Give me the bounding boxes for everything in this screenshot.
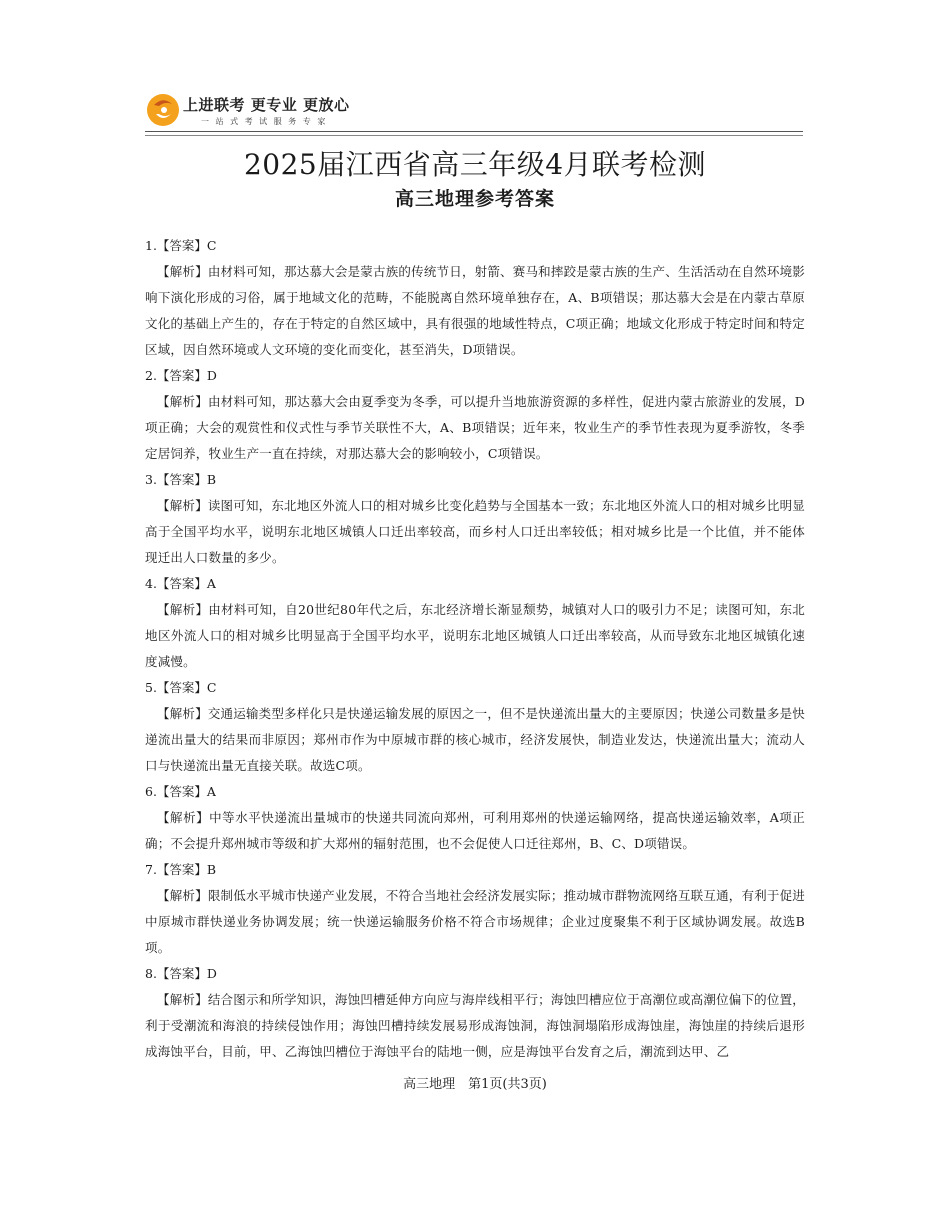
answer-item	[145, 779, 805, 857]
answer-key: 7.【答案】B	[145, 862, 217, 877]
answer-explanation: 【解析】交通运输类型多样化只是快递运输发展的原因之一，但不是快递流出量大的主要原因；快递公司数量多是快递流出量大的结果而非原因；郑州市作为中原城市群的核心城市，经济发展快，制造业发达，快递流出量大；流动人口与快递流出量无直接关联。故选C项。	[145, 706, 805, 773]
answer-explanation: 【解析】限制低水平城市快递产业发展，不符合当地社会经济发展实际；推动城市群物流网络互联互通，有利于促进中原城市群快递业务协调发展；统一快递运输服务价格不符合市场规律；企业过度聚集不利于区域协调发展。故选B项。	[145, 888, 805, 955]
answer-key: 5.【答案】C	[145, 680, 217, 695]
answer-item	[145, 571, 805, 675]
page-title: 2025届江西省高三年级4月联考检测	[243, 148, 707, 181]
header-divider	[145, 131, 803, 132]
page-subtitle: 高三地理参考答案	[394, 188, 555, 210]
answer-item	[145, 857, 805, 961]
answer-key: 2.【答案】D	[145, 368, 217, 383]
header-divider-thin	[145, 135, 803, 136]
answer-explanation: 【解析】读图可知，东北地区外流人口的相对城乡比变化趋势与全国基本一致；东北地区外流人口的相对城乡比明显高于全国平均水平，说明东北地区城镇人口迁出率较高，而乡村人口迁出率较低；相对城乡比是一个比值，并不能体现迁出人口数量的多少。	[145, 498, 805, 565]
answer-explanation: 【解析】结合图示和所学知识，海蚀凹槽延伸方向应与海岸线相平行；海蚀凹槽应位于高潮位或高潮位偏下的位置，利于受潮流和海浪的持续侵蚀作用；海蚀凹槽持续发展易形成海蚀洞，海蚀洞塌陷形成海蚀崖，海蚀崖的持续后退形成海蚀平台，目前，甲、乙海蚀凹槽位于海蚀平台的陆地一侧，应是海蚀平台发育之后，潮流到达甲、乙	[145, 992, 805, 1059]
answer-explanation: 【解析】由材料可知，自20世纪80年代之后，东北经济增长渐显颓势，城镇对人口的吸引力不足；读图可知，东北地区外流人口的相对城乡比明显高于全国平均水平，说明东北地区城镇人口迁出率较高，从而导致东北地区城镇化速度减慢。	[145, 602, 805, 669]
answer-explanation: 【解析】中等水平快递流出量城市的快递共同流向郑州，可利用郑州的快递运输网络，提高快递运输效率，A项正确；不会提升郑州城市等级和扩大郑州的辐射范围，也不会促使人口迁往郑州，B、C、D项错误。	[145, 810, 805, 851]
answer-item	[145, 467, 805, 571]
brand-subtitle: 一 站 式 考 试 服 务 专 家	[201, 117, 328, 126]
answer-key: 4.【答案】A	[145, 576, 216, 591]
answer-item	[145, 233, 805, 363]
answer-key: 1.【答案】C	[145, 238, 217, 253]
answer-key: 3.【答案】B	[145, 472, 217, 487]
answer-item	[145, 961, 805, 1065]
answer-explanation: 【解析】由材料可知，那达慕大会由夏季变为冬季，可以提升当地旅游资源的多样性，促进内蒙古旅游业的发展，D项正确；大会的观赏性和仪式性与季节关联性不大，A、B项错误；近年来，牧业生产的季节性表现为夏季游牧，冬季定居饲养，牧业生产一直在持续，对那达慕大会的影响较小，C项错误。	[145, 394, 805, 461]
answer-explanation: 【解析】由材料可知，那达慕大会是蒙古族的传统节日，射箭、赛马和摔跤是蒙古族的生产、生活活动在自然环境影响下演化形成的习俗，属于地域文化的范畴，不能脱离自然环境单独存在，A、B项错误；那达慕大会是在内蒙古草原文化的基础上产生的，存在于特定的自然区域中，具有很强的地域性特点，C项正确；地域文化形成于特定时间和特定区域，因自然环境或人文环境的变化而变化，甚至消失，D项错误。	[145, 264, 805, 357]
header	[145, 86, 805, 132]
answer-item	[145, 363, 805, 467]
answer-list	[145, 233, 805, 1065]
brand-slogan: 上进联考 更专业 更放心	[183, 96, 350, 114]
answer-key: 8.【答案】D	[145, 966, 217, 981]
answer-key: 6.【答案】A	[145, 784, 216, 799]
page-footer: 高三地理 第1页(共3页)	[403, 1077, 547, 1092]
answer-item	[145, 675, 805, 779]
logo-icon	[145, 92, 181, 128]
